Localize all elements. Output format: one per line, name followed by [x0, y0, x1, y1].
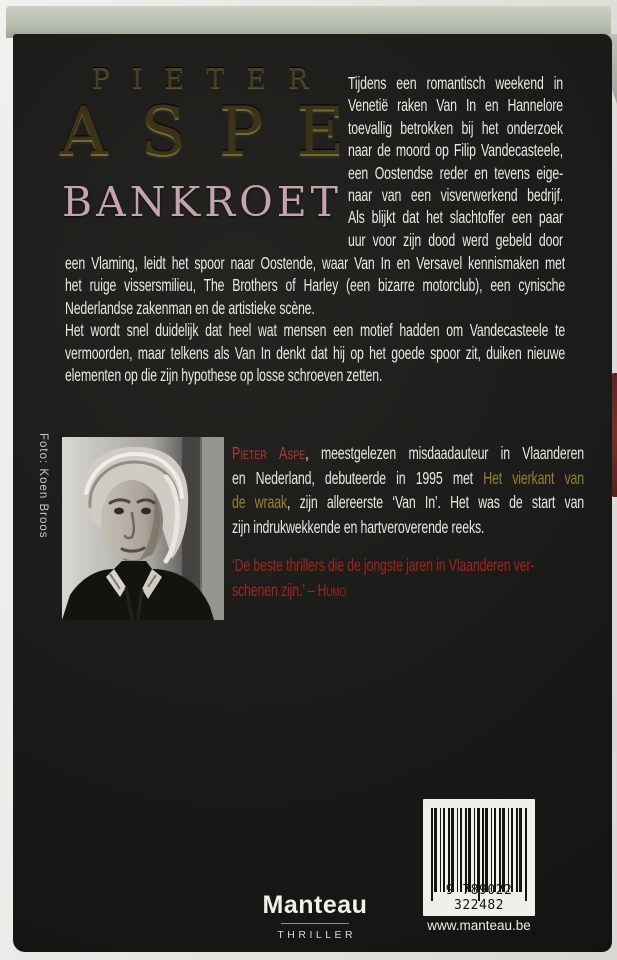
quote-text: schenen zijn.’ – — [232, 579, 318, 600]
synopsis-line: Het wordt snel duidelijk dat heel wat mensen een motief hadden om Vandecasteele te — [65, 320, 566, 341]
debut-title-text: de wraak — [232, 492, 288, 513]
bio-line — [232, 490, 584, 515]
synopsis-line: Tijdens een romantisch weekend in — [348, 73, 564, 93]
debut-title-text: Het vierkant van — [483, 467, 585, 488]
publisher-rule — [281, 923, 349, 924]
author-photo — [62, 437, 224, 620]
back-cover — [13, 34, 612, 952]
bio-text: , zijn allereerste ‘Van In’. Het was de start van — [287, 492, 585, 513]
barcode — [423, 799, 535, 916]
red-spine-sliver — [612, 373, 617, 497]
synopsis-line: vermoorden, maar telkens als Van In denkt dat hij op het goede spoor zit, duiken nieuwe — [65, 342, 566, 363]
author-last-name: ASPE — [60, 93, 378, 170]
synopsis-line: naar de moord op Filip Vandecasteele, — [348, 140, 564, 161]
website-url: www.manteau.be — [427, 918, 531, 933]
book-title: BANKROET — [61, 178, 342, 226]
photo-credit: Foto: Koen Broos — [37, 433, 49, 539]
quote-line — [232, 578, 584, 603]
quote-line: ‘De beste thrillers die de jongste jaren in Vlaanderen ver- — [232, 555, 535, 575]
press-quote — [232, 553, 584, 602]
synopsis-column — [348, 72, 563, 251]
synopsis-line: naar van een visverwerkend bedrijf. — [348, 185, 564, 206]
bio-line: zijn indrukwekkende en hartveroverende reeks. — [232, 516, 485, 537]
bio-text: en Nederland, debuteerde in 1995 met — [232, 467, 484, 488]
bio-line — [232, 441, 584, 466]
imprint-label: THRILLER — [277, 929, 357, 941]
title-block — [60, 62, 378, 226]
author-portrait-graphic — [62, 437, 224, 620]
author-first-name: PIETER — [91, 64, 331, 95]
bio-text: , meestgelezen misdaadauteur in Vlaanderen — [305, 443, 585, 463]
author-bio — [232, 441, 584, 539]
publisher-block — [241, 891, 389, 941]
synopsis-line: het ruige vissersmilieu, The Brothers of Harley (een bizarre motorclub), een cynische — [65, 275, 566, 296]
bio-line — [232, 466, 584, 491]
synopsis-line: Als blijkt dat het slachtoffer een paar — [348, 207, 564, 228]
author-name-text: Pieter Aspe — [232, 443, 306, 463]
synopsis-line: toevallig betrokken bij het onderzoek — [348, 117, 564, 138]
quote-source: Humo — [317, 579, 347, 600]
synopsis-line: uur voor zijn dood werd gebeld door — [348, 229, 564, 250]
synopsis-line: een Vlaming, leidt het spoor naar Oostende, waar Van In en Versavel kennismaken met — [65, 253, 566, 273]
isbn-number: 9 789022 322482 — [445, 883, 513, 913]
synopsis-line: een Oostendse reder en tevens eige- — [348, 162, 564, 183]
synopsis-line: elementen op die zijn hypothese op losse schroeven zetten. — [65, 365, 383, 386]
publisher-logo: Manteau — [262, 891, 368, 919]
synopsis-line: Venetië raken Van In en Hannelore — [348, 95, 564, 116]
synopsis-line: Nederlandse zakenman en de artistieke scène. — [65, 297, 315, 318]
synopsis-body — [65, 252, 565, 386]
